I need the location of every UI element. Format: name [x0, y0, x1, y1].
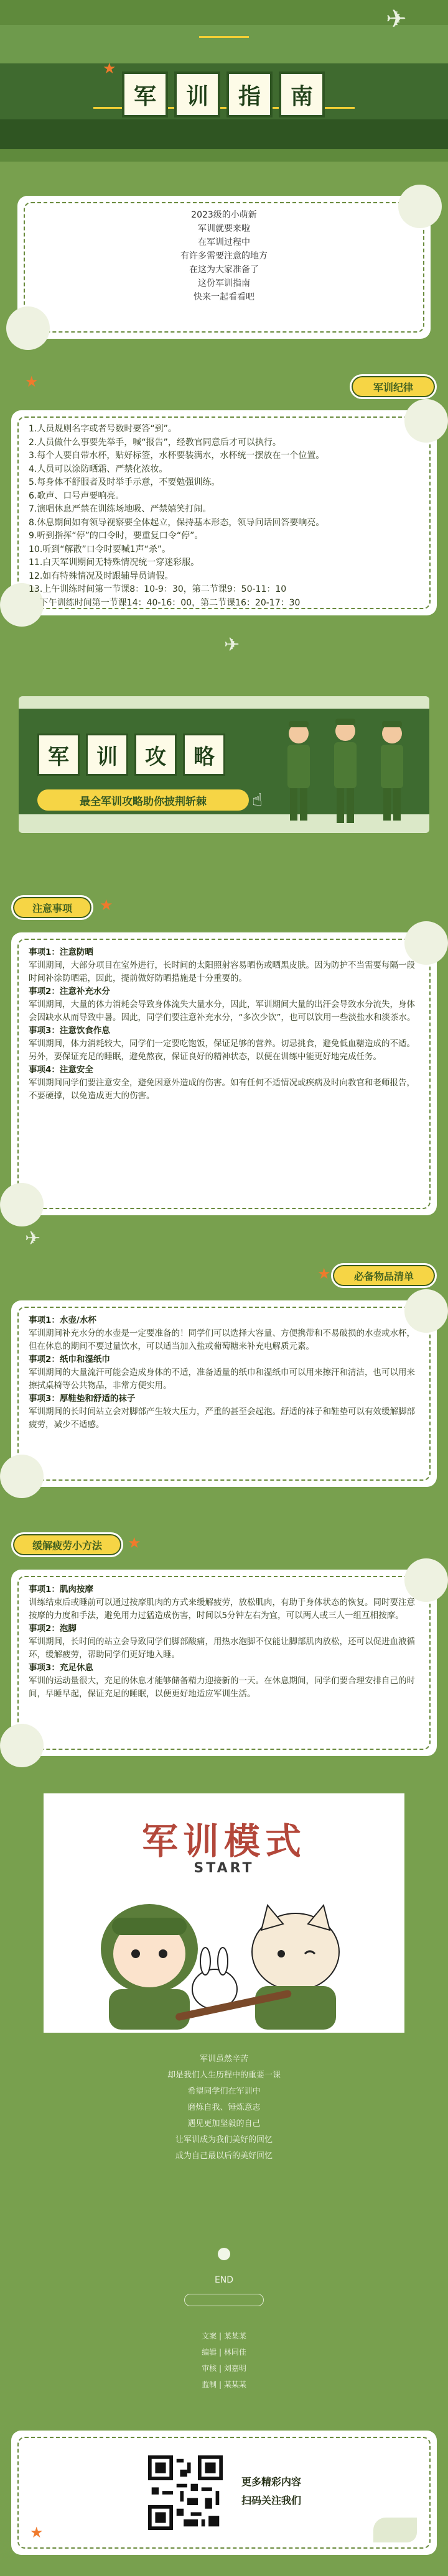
rule-item: 12.如有特殊情况及时跟辅导员请假。	[29, 571, 174, 581]
credit-line: 审核 | 刘嘉明	[202, 2364, 246, 2373]
ending-line: 磨炼自我、锤炼意志	[187, 2103, 261, 2112]
note-heading: 事项2：注意补充水分	[29, 987, 110, 996]
footer-cta-line: 扫码关注我们	[241, 2495, 302, 2506]
cartoon-characters	[81, 1880, 367, 2030]
end-label: END	[214, 2275, 234, 2285]
credit-line: 监制 | 某某某	[202, 2380, 246, 2389]
rule-item: 2.人员做什么事要先举手，喊“报告”，经教官同意后才可以执行。	[29, 437, 281, 448]
credits	[0, 2328, 448, 2393]
section-tag-notes: 注意事项	[11, 895, 93, 920]
supplies-list	[29, 1314, 421, 1432]
header-light-stripe	[0, 25, 448, 63]
star-icon: ★	[25, 373, 39, 390]
rules-list	[29, 423, 427, 610]
intro-line: 军训就要来啦	[198, 224, 250, 234]
banner-char: 攻	[134, 734, 177, 776]
rule-item: 1.人员规则名字或者号数时要答“到”。	[29, 424, 177, 434]
rule-item: 下午训练时间第一节课14：40-16：00，第二节课16：20-17：30	[29, 597, 301, 608]
section-tag-relief: 缓解疲劳小方法	[11, 1532, 123, 1557]
rule-item: 4.人员可以涂防晒霜、严禁化浓妆。	[29, 464, 168, 474]
banner-char: 略	[183, 734, 225, 776]
relief-body: 军训的运动量很大，充足的休息才能够储备精力迎接新的一天。在休息期间，同学们要合理安排自己的时间，早睡早起，保证充足的睡眠，以便更好地适应军训生活。	[29, 1676, 415, 1699]
intro-card	[17, 196, 431, 339]
note-heading: 事项4：注意安全	[29, 1065, 93, 1075]
supply-heading: 事项2：纸巾和湿纸巾	[29, 1355, 110, 1364]
cartoon-subtitle: START	[194, 1861, 254, 1876]
note-heading: 事项3：注意饮食作息	[29, 1026, 110, 1036]
intro-line: 有许多需要注意的地方	[180, 251, 268, 261]
star-icon: ★	[30, 2524, 44, 2541]
supply-body: 军训期间的大量流汗可能会造成身体的不适，准备适量的纸巾和湿纸巾可以用来擦汗和清洁，也可以用来擦拭桌椅等公共物品，非常方便实用。	[29, 1368, 415, 1391]
rule-item: 3.每个人要自带水杯，贴好标签，水杯要装满水，水杯统一摆放在一个位置。	[29, 451, 325, 461]
intro-line: 2023级的小萌新	[191, 210, 257, 220]
rule-item: 13.上午训练时间第一节课8：10-9：30，第二节课9：50-11：10	[29, 584, 287, 594]
footer-card	[11, 2431, 437, 2555]
title-char: 指	[226, 71, 273, 117]
cartoon-title: 军训模式	[141, 1820, 306, 1862]
ending-line: 却是我们人生历程中的重要一课	[167, 2071, 281, 2080]
rule-item: 8.休息期间如有领导视察要全体起立，保持基本形态，领导问话回答要响亮。	[29, 517, 325, 528]
note-body: 军训期间，大部分项目在室外进行，长时间的太阳照射容易晒伤或晒黑皮肤。因为防护不当需要每隔一段时间补涂防晒霜，因此，提前做好防晒措施是十分重要的。	[29, 960, 415, 983]
rule-item: 7.演唱休息严禁在训练场地吸、严禁嬉笑打闹。	[29, 504, 212, 514]
footer-cta-line: 更多精彩内容	[241, 2476, 302, 2488]
relief-body: 军训期间，长时间的站立会导致同学们脚部酸痛，用热水泡脚不仅能让脚部肌肉放松，还可以促进血液循环，缓解疲劳，帮助同学们更好地入睡。	[29, 1637, 415, 1660]
star-icon: ★	[103, 60, 116, 77]
ending-line: 让军训成为我们美好的回忆	[175, 2135, 273, 2145]
paper-plane-icon: ✈	[386, 5, 407, 34]
banner-char: 军	[37, 734, 80, 776]
supply-heading: 事项1：水壶/水杯	[29, 1315, 96, 1325]
intro-poem	[17, 208, 431, 304]
title-char: 军	[122, 71, 168, 117]
footer-cta	[241, 2473, 301, 2510]
intro-line: 这份军训指南	[198, 278, 250, 288]
notes-card	[11, 932, 437, 1215]
relief-list	[29, 1583, 421, 1701]
supply-body: 军训期间补充水分的水壶是一定要准备的！同学们可以选择大容量、方便携带和不易破损的水壶或水杯，但在休息的期间不要过量饮水，可以适当加入盐或葡萄糖来补充电解质元素。	[29, 1328, 415, 1351]
intro-line: 在军训过程中	[198, 237, 250, 247]
soldiers-illustration	[268, 709, 423, 833]
relief-body: 训练结束后或睡前可以通过按摩肌肉的方式来缓解疲劳，放松肌肉，有助于身体状态的恢复。同时要注意按摩的力度和手法，避免用力过猛造成伤害，时间以5分钟左右为宜，可以两人或三人一组互相按摩。	[29, 1598, 415, 1621]
strategy-banner	[19, 696, 429, 833]
header-dark-stripe	[0, 119, 448, 149]
rule-item: 5.每身体不舒服者及时举手示意，不要勉强训练。	[29, 477, 220, 487]
note-body: 军训期间，体力消耗较大，同学们一定要吃饱饭，保证足够的营养。切忌挑食，避免低血糖造成的不适。另外，要保证充足的睡眠，避免熬夜，保证良好的精神状态，以便在训练中能更好地完成任务。	[29, 1039, 415, 1062]
rule-item: 6.歌声、口号声要响亮。	[29, 490, 124, 501]
note-body: 军训期间，大量的体力消耗会导致身体流失大量水分，因此，军训期间大量的出汗会导致水分流失，身体会因缺水从而导致中暑。因此，同学们要注意补充水分，“多次少饮”，也可以饮用一些淡盐水和淡茶水。	[29, 1000, 416, 1023]
title-char: 南	[279, 71, 325, 117]
corner-blob	[373, 2518, 417, 2542]
supplies-card	[11, 1300, 437, 1487]
star-icon: ★	[128, 1534, 141, 1552]
hand-cursor-icon: ☝	[252, 789, 263, 810]
paper-plane-icon: ✈	[224, 634, 240, 656]
credit-line: 编辑 | 林同佳	[202, 2348, 246, 2357]
relief-heading: 事项3：充足休息	[29, 1663, 93, 1673]
ending-line: 遇见更加坚毅的自己	[187, 2119, 261, 2128]
section-tag-supplies: 必备物品清单	[331, 1263, 437, 1288]
ending-text	[0, 2051, 448, 2164]
ending-line: 军训虽然辛苦	[199, 2054, 248, 2064]
note-body: 军训期间同学们要注意安全，避免因意外造成的伤害。如有任何不适情况或疾病及时向教官和老师报告，不要硬撑，以免造成更大的伤害。	[29, 1078, 415, 1101]
intro-line: 快来一起看看吧	[194, 292, 254, 302]
rule-item: 11.白天军训期间无特殊情况统一穿迷彩服。	[29, 558, 200, 568]
rule-item: 10.听到“解散”口令时要喊1声“杀”。	[29, 544, 171, 554]
star-icon: ★	[100, 896, 113, 914]
rule-item: 9.听到指挥“停”的口令时，要重复口令“停”。	[29, 531, 203, 541]
supply-heading: 事项3：厚鞋垫和舒适的袜子	[29, 1394, 136, 1404]
discipline-card	[11, 410, 437, 615]
end-dot	[218, 2248, 230, 2260]
notes-list	[29, 946, 421, 1103]
section-tag-discipline: 军训纪律	[350, 374, 437, 399]
relief-heading: 事项1：肌肉按摩	[29, 1585, 93, 1594]
page-title	[122, 71, 326, 117]
credit-line: 文案 | 某某某	[202, 2332, 246, 2340]
qr-code[interactable]	[148, 2455, 223, 2530]
note-heading: 事项1：注意防晒	[29, 947, 93, 957]
banner-char: 训	[86, 734, 128, 776]
relief-card	[11, 1570, 437, 1756]
intro-line: 在这为大家准备了	[189, 265, 259, 275]
banner-subtitle: 最全军训攻略助你披荆斩棘	[37, 789, 249, 811]
title-char: 训	[174, 71, 220, 117]
cartoon-image	[44, 1793, 404, 2033]
header-top-line	[199, 36, 249, 38]
ending-line: 希望同学们在军训中	[187, 2087, 261, 2096]
end-capsule	[184, 2294, 264, 2306]
ending-line: 成为自己最以后的美好回忆	[175, 2151, 273, 2161]
relief-heading: 事项2：泡脚	[29, 1624, 77, 1634]
supply-body: 军训期间的长时间站立会对脚部产生较大压力，严重的甚至会起泡。舒适的袜子和鞋垫可以有效缓解脚部疲劳，减少不适感。	[29, 1407, 415, 1430]
paper-plane-icon: ✈	[25, 1228, 41, 1249]
star-icon: ★	[317, 1265, 331, 1282]
